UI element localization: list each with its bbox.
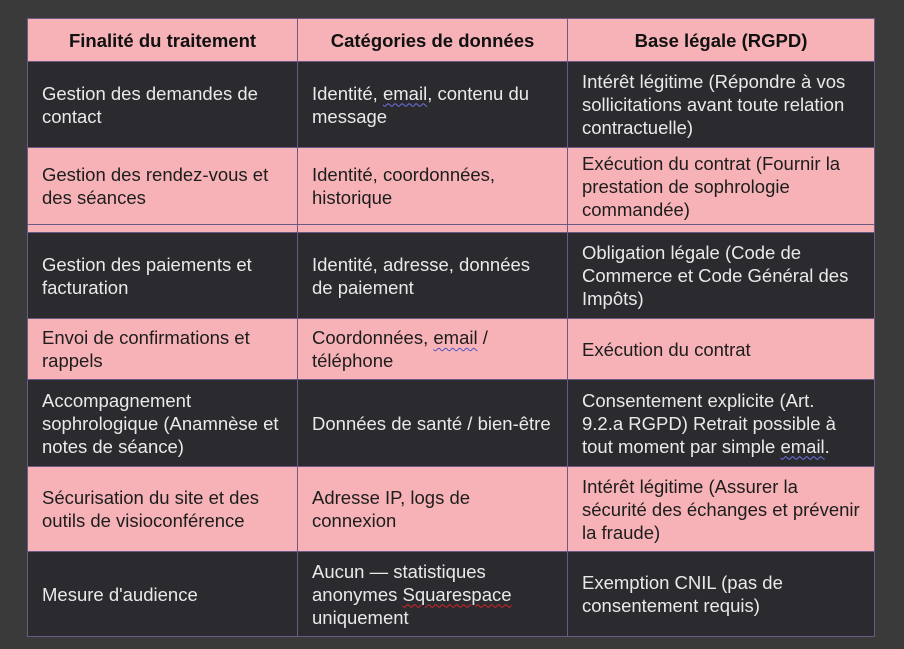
cell-purpose: Gestion des paiements et facturation: [28, 233, 298, 319]
header-legal-basis: Base légale (RGPD): [568, 19, 875, 62]
cell-purpose: Sécurisation du site et des outils de visioconférence: [28, 467, 298, 552]
cell-data-categories: Identité, adresse, données de paiement: [298, 233, 568, 319]
spacer-cell: [28, 225, 298, 233]
cell-purpose: Accompagnement sophrologique (Anamnèse et notes de séance): [28, 380, 298, 467]
cell-data-categories: Identité, coordonnées, historique: [298, 148, 568, 225]
cell-legal-basis: Intérêt légitime (Assurer la sécurité des échanges et prévenir la fraude): [568, 467, 875, 552]
cell-purpose: Gestion des rendez-vous et des séances: [28, 148, 298, 225]
cell-legal-basis: Exécution du contrat (Fournir la prestation de sophrologie commandée): [568, 148, 875, 225]
table-header-row: [28, 19, 875, 62]
table-row: [28, 552, 875, 637]
spacer-cell: [298, 225, 568, 233]
data-processing-table: [27, 18, 875, 637]
spacer-cell: [568, 225, 875, 233]
cell-purpose: Gestion des demandes de contact: [28, 62, 298, 148]
cell-legal-basis: Intérêt légitime (Répondre à vos sollicitations avant toute relation contractuelle): [568, 62, 875, 148]
spellcheck-marked-word: email: [780, 435, 825, 457]
header-data-categories: Catégories de données: [298, 19, 568, 62]
cell-legal-basis: Exemption CNIL (pas de consentement requis): [568, 552, 875, 637]
data-processing-table-container: [27, 18, 874, 634]
table-row: [28, 467, 875, 552]
spellcheck-marked-word: Squarespace: [402, 583, 512, 605]
spellcheck-marked-word: email: [433, 327, 478, 348]
cell-data-categories: Aucun — statistiques anonymes Squarespace uniquement: [298, 552, 568, 637]
cell-data-categories: Identité, email, contenu du message: [298, 62, 568, 148]
table-row: [28, 148, 875, 225]
table-row: [28, 319, 875, 380]
cell-legal-basis: Obligation légale (Code de Commerce et Code Général des Impôts): [568, 233, 875, 319]
header-purpose: Finalité du traitement: [28, 19, 298, 62]
table-row: [28, 380, 875, 467]
cell-legal-basis: Exécution du contrat: [568, 319, 875, 380]
spellcheck-marked-word: email: [382, 82, 428, 104]
cell-data-categories: Données de santé / bien-être: [298, 380, 568, 467]
cell-purpose: Envoi de confirmations et rappels: [28, 319, 298, 380]
cell-legal-basis: Consentement explicite (Art. 9.2.a RGPD) Retrait possible à tout moment par simple email.: [568, 380, 875, 467]
table-row: [28, 233, 875, 319]
table-row-spacer: [28, 225, 875, 233]
cell-data-categories: Adresse IP, logs de connexion: [298, 467, 568, 552]
cell-data-categories: Coordonnées, email / téléphone: [298, 319, 568, 380]
table-row: [28, 62, 875, 148]
cell-purpose: Mesure d'audience: [28, 552, 298, 637]
